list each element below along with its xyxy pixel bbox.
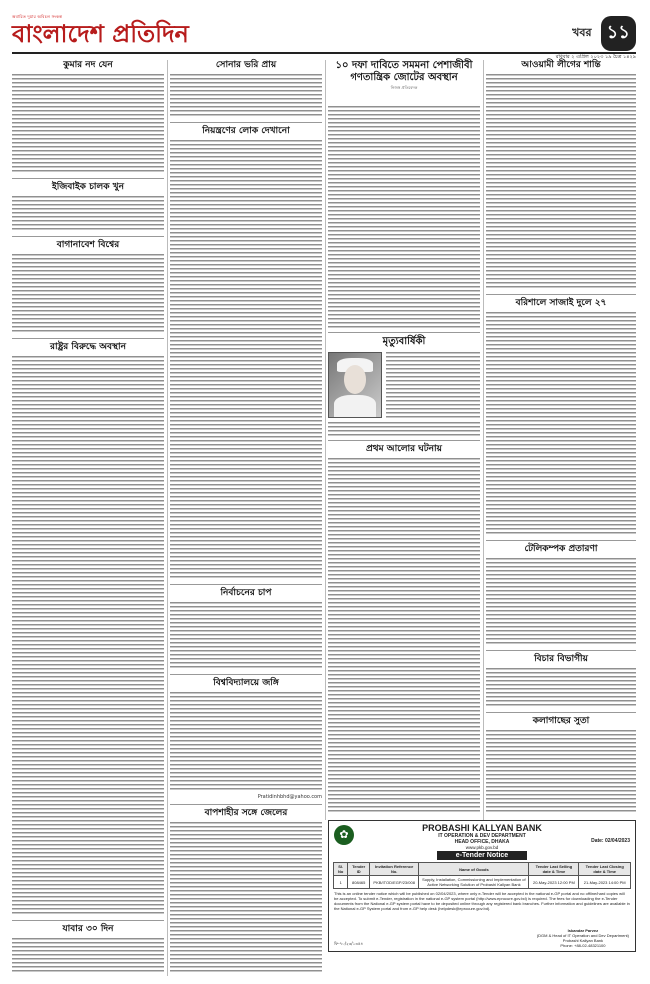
article-text: [170, 692, 322, 792]
headline: বিচার বিভাগীয়: [534, 654, 588, 664]
story-divider: [170, 584, 322, 585]
tagline: অবারিত দুয়ার অবিচল সংকল্প: [12, 14, 63, 19]
notice-date: Date: 02/04/2023: [591, 838, 630, 844]
column-divider: [483, 60, 484, 820]
table-cell: 808465: [348, 876, 370, 889]
tender-instructions: This is an online tender notice which will be published on 02/04/2023, where only e-Tender will be accepted in the national e-GP portal and no offline/hard copies will be accepted. To submit e-Tender, registration in the national e-GP system portal (http://www.eprocure.gov.bd) is required. The fees for downloading the e-Tender documents from the National e-GP system portal have to be deposited online through any registered bank branches. Further information and guidelines are available in the National e-GP System portal and from e-GP help desk (helpdesk@eprocure.gov.bd).: [334, 891, 630, 911]
table-cell: 20-May-2023 12:00 PM: [529, 876, 579, 889]
story-divider: [12, 338, 164, 339]
signer-phone: Phone: +88-02-48321100: [560, 943, 606, 948]
headline: বিশ্ববিদ্যালয়ে জঙ্গি: [213, 678, 279, 688]
headline: মৃত্যুবার্ষিকী: [382, 336, 426, 347]
page-number: ১১: [601, 16, 636, 51]
story-niyanta: [170, 126, 322, 137]
headline: বাপশাহীর সঙ্গে জেলের: [204, 808, 288, 818]
story-divider: [328, 332, 480, 333]
story-divider: [12, 236, 164, 237]
story-prothom: [328, 444, 480, 455]
brand: [12, 14, 189, 47]
story-divider: [170, 122, 322, 123]
tender-notice: [328, 820, 636, 952]
story-bangla: [12, 240, 164, 251]
article-text: [486, 74, 636, 290]
table-cell: 21-May-2023 14:00 PM: [579, 876, 631, 889]
signer-name: Iskandar Parvez: [567, 928, 599, 933]
article-text: [170, 74, 322, 118]
story-divider: [12, 920, 164, 921]
bank-name: PROBASHI KALLYAN BANK: [422, 823, 542, 833]
signature-block: [537, 928, 629, 948]
story-obituary: [328, 336, 480, 348]
article-text: [12, 74, 164, 174]
article-text: [386, 352, 480, 418]
tender-table: [333, 862, 631, 889]
story-sonar: [170, 60, 322, 71]
section-label: খবর: [572, 26, 592, 39]
headline: আওয়ামী লীগের শান্তি: [521, 60, 601, 70]
headline: প্রথম আলোর ঘটনায়: [366, 444, 442, 454]
article-text: [12, 196, 164, 232]
story-bichar: [486, 654, 636, 665]
story-kalagachh: [486, 716, 636, 727]
article-text: [12, 356, 164, 916]
headline: কুমার নদ যেন: [63, 60, 113, 70]
headline: ১০ দফা দাবিতে সমমনা পেশাজীবী গণতান্ত্রিক জোটের অবস্থান: [335, 60, 473, 83]
article-text: [170, 140, 322, 580]
article-text: [170, 822, 322, 974]
signer-org: Probashi Kallyan Bank: [562, 938, 604, 943]
newspaper-logo: বাংলাদেশ প্রতিদিন: [12, 19, 189, 48]
tender-header: [329, 821, 635, 851]
headline: ইজিবাইক চালক খুন: [52, 182, 124, 192]
contact-email: Pratidinhbhd@yahoo.com: [257, 794, 322, 800]
story-divider: [12, 178, 164, 179]
column-header: Tender Last Selling date & Time: [529, 863, 579, 876]
article-text: [486, 730, 636, 814]
reference-code: ফি-৭০/২৩/১৩৫৪: [334, 941, 363, 946]
column-header: Invitation Reference No.: [369, 863, 418, 876]
table-header-row: [334, 863, 631, 876]
story-divider: [170, 674, 322, 675]
column-divider: [325, 60, 326, 820]
article-text: [12, 938, 164, 974]
story-nirbachan: [170, 588, 322, 599]
column-divider: [167, 60, 168, 976]
article-text: [328, 106, 480, 328]
department: IT OPERATION & DEV DEPARTMENT: [438, 833, 526, 839]
table-row: [334, 876, 631, 889]
headline: বরিশালে সাজাই দুলে ২৭: [515, 298, 607, 308]
story-divider: [170, 804, 322, 805]
story-divider: [328, 440, 480, 441]
story-main: [328, 60, 480, 92]
story-jabar: [12, 924, 164, 935]
headline: সোনার ভরি প্রায়: [215, 60, 277, 70]
signer-title: (DGM & Head of IT Operation and Dev Department): [536, 933, 629, 938]
table-cell: Supply, Installation, Commissioning and Implementation of Active Networking Solution of Probashi Kallyan Bank: [419, 876, 529, 889]
article-text: [486, 312, 636, 536]
article-text: [486, 558, 636, 646]
headline: নিয়ন্ত্রণের লোক দেখানো: [202, 126, 290, 136]
bank-logo-icon: ✿: [334, 825, 354, 845]
masthead: [12, 12, 636, 60]
story-telecom: [486, 544, 636, 555]
story-divider: [486, 650, 636, 651]
table-cell: 1: [334, 876, 348, 889]
byline: নিজস্ব প্রতিবেদক: [390, 85, 418, 90]
page-meta: [556, 16, 636, 62]
issue-date: রবিবার ২ এপ্রিল ২০২৩ ১৯ চৈত্র ১৪২৯: [555, 54, 636, 60]
portrait-photo: [328, 352, 382, 418]
story-bishwa: [170, 678, 322, 689]
story-awami: [486, 60, 636, 71]
article-text: [170, 602, 322, 670]
headline: বাগানাবেশ বিশ্বের: [56, 240, 120, 250]
story-divider: [486, 712, 636, 713]
story-divider: [486, 294, 636, 295]
office: HEAD OFFICE, DHAKA: [454, 839, 510, 845]
notice-title: e-Tender Notice: [437, 851, 527, 860]
column-header: Tender Last Closing date & Time: [579, 863, 631, 876]
story-barishal: [486, 298, 636, 309]
article-text: [328, 422, 480, 436]
newspaper-page: [12, 12, 636, 976]
article-text: [328, 458, 480, 814]
story-bapshah: [170, 808, 322, 819]
table-cell: PKB/ITOD/EGP/23/008: [369, 876, 418, 889]
column-header: Tender ID: [348, 863, 370, 876]
story-rashtra: [12, 342, 164, 353]
headline: রাষ্ট্রর বিরুদ্ধে অবস্থান: [50, 342, 126, 352]
headline: টেলিকম্পক প্রতারণা: [524, 544, 598, 554]
headline: যাবার ৩০ দিন: [62, 924, 114, 934]
website[interactable]: www.pkb.gov.bd: [465, 845, 499, 850]
article-text: [486, 668, 636, 708]
story-kumar: [12, 60, 164, 71]
story-divider: [486, 540, 636, 541]
article-text: [12, 254, 164, 334]
headline: কলাগাছের সুতা: [532, 716, 590, 726]
column-header: Sl. No: [334, 863, 348, 876]
headline: নির্বাচনের চাপ: [220, 588, 272, 598]
column-header: Name of Goods: [419, 863, 529, 876]
story-ijibike: [12, 182, 164, 193]
